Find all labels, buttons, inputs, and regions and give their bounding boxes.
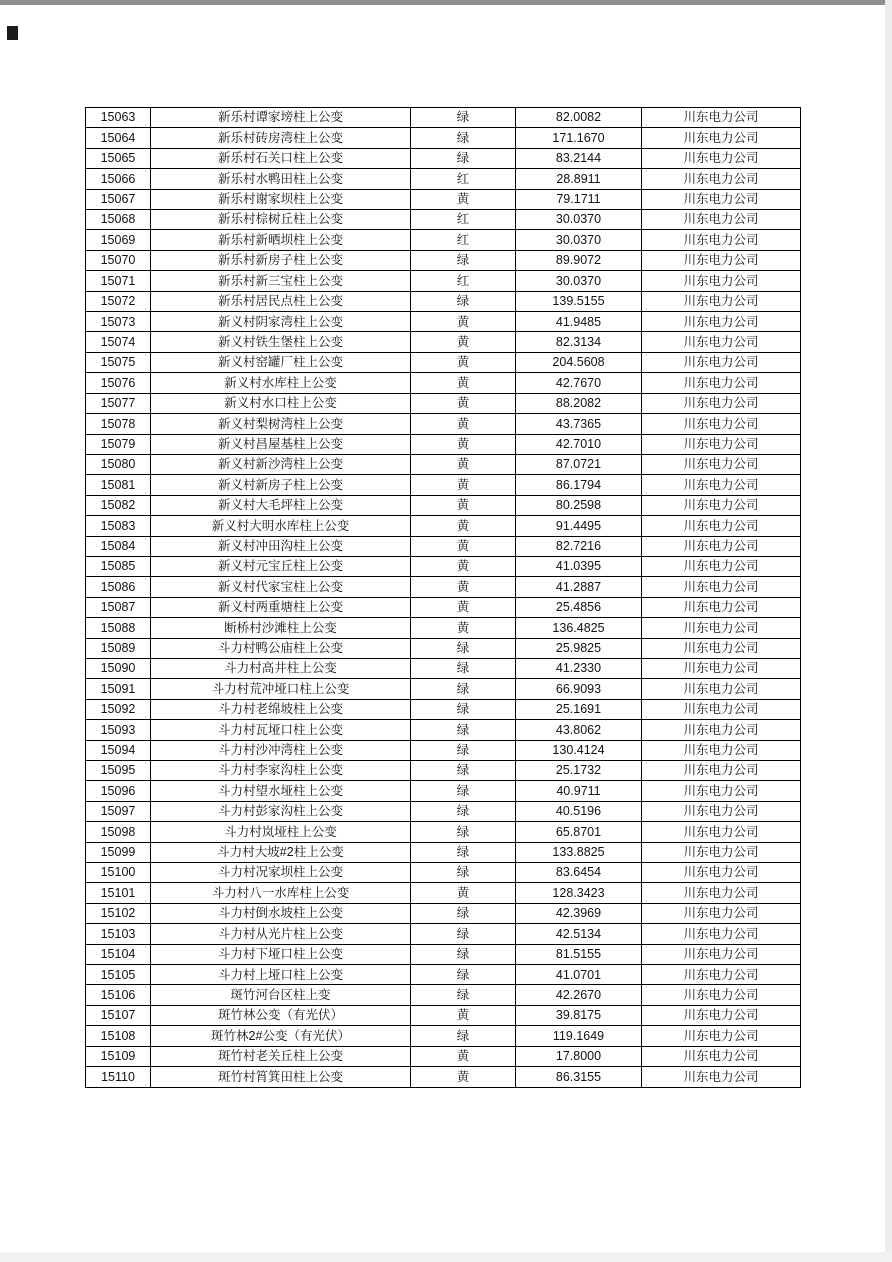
table-row xyxy=(86,720,801,740)
cell-status: 绿 xyxy=(411,842,516,862)
cell-load-value: 139.5155 xyxy=(516,291,642,311)
table-body xyxy=(86,108,801,1088)
cell-name: 新义村水库柱上公变 xyxy=(151,373,411,393)
cell-load-value: 81.5155 xyxy=(516,944,642,964)
cell-status: 黄 xyxy=(411,1046,516,1066)
cell-name: 斑竹林公变（有光伏） xyxy=(151,1005,411,1025)
cell-name: 新义村新房子柱上公变 xyxy=(151,475,411,495)
cell-name: 斗力村从光片柱上公变 xyxy=(151,924,411,944)
cell-load-value: 41.9485 xyxy=(516,312,642,332)
cell-load-value: 87.0721 xyxy=(516,454,642,474)
cell-company: 川东电力公司 xyxy=(642,801,801,821)
cell-id: 15078 xyxy=(86,414,151,434)
cell-company: 川东电力公司 xyxy=(642,169,801,189)
cell-id: 15105 xyxy=(86,965,151,985)
cell-load-value: 83.6454 xyxy=(516,863,642,883)
table-row xyxy=(86,618,801,638)
cell-status: 黄 xyxy=(411,536,516,556)
cell-load-value: 86.1794 xyxy=(516,475,642,495)
cell-company: 川东电力公司 xyxy=(642,863,801,883)
cell-company: 川东电力公司 xyxy=(642,1046,801,1066)
cell-id: 15085 xyxy=(86,556,151,576)
table-row xyxy=(86,536,801,556)
cell-name: 斗力村荒冲垭口柱上公变 xyxy=(151,679,411,699)
cell-status: 黄 xyxy=(411,414,516,434)
cell-load-value: 43.7365 xyxy=(516,414,642,434)
cell-name: 新义村铁生堡柱上公变 xyxy=(151,332,411,352)
cell-name: 新义村元宝丘柱上公变 xyxy=(151,556,411,576)
cell-status: 绿 xyxy=(411,903,516,923)
table-row xyxy=(86,373,801,393)
cell-company: 川东电力公司 xyxy=(642,250,801,270)
cell-load-value: 25.4856 xyxy=(516,597,642,617)
cell-load-value: 41.0395 xyxy=(516,556,642,576)
cell-company: 川东电力公司 xyxy=(642,475,801,495)
cell-status: 黄 xyxy=(411,1067,516,1087)
cell-id: 15092 xyxy=(86,699,151,719)
table-row xyxy=(86,1026,801,1046)
cell-id: 15089 xyxy=(86,638,151,658)
cell-company: 川东电力公司 xyxy=(642,842,801,862)
page-right-margin xyxy=(885,0,892,1262)
table-row xyxy=(86,822,801,842)
cell-load-value: 25.1691 xyxy=(516,699,642,719)
table-row xyxy=(86,638,801,658)
table-row xyxy=(86,169,801,189)
cell-status: 黄 xyxy=(411,434,516,454)
cell-status: 红 xyxy=(411,169,516,189)
table-row xyxy=(86,740,801,760)
cell-status: 绿 xyxy=(411,801,516,821)
table-row xyxy=(86,516,801,536)
cell-name: 断桥村沙滩柱上公变 xyxy=(151,618,411,638)
cell-id: 15103 xyxy=(86,924,151,944)
cell-load-value: 83.2144 xyxy=(516,148,642,168)
table-row xyxy=(86,495,801,515)
cell-id: 15077 xyxy=(86,393,151,413)
cell-company: 川东电力公司 xyxy=(642,638,801,658)
cell-company: 川东电力公司 xyxy=(642,985,801,1005)
cell-id: 15088 xyxy=(86,618,151,638)
transformer-table xyxy=(85,107,801,1088)
table-row xyxy=(86,414,801,434)
cell-name: 斗力村老绵坡柱上公变 xyxy=(151,699,411,719)
cell-status: 黄 xyxy=(411,475,516,495)
table-row xyxy=(86,312,801,332)
cell-company: 川东电力公司 xyxy=(642,271,801,291)
table-row xyxy=(86,393,801,413)
table-row xyxy=(86,1005,801,1025)
cell-name: 斗力村沙冲湾柱上公变 xyxy=(151,740,411,760)
table-row xyxy=(86,128,801,148)
table-row xyxy=(86,332,801,352)
cell-status: 黄 xyxy=(411,393,516,413)
table-row xyxy=(86,965,801,985)
cell-name: 新乐村棕树丘柱上公变 xyxy=(151,210,411,230)
table-row xyxy=(86,924,801,944)
cell-status: 黄 xyxy=(411,883,516,903)
page-bottom-margin xyxy=(0,1252,892,1262)
table-row xyxy=(86,883,801,903)
cell-name: 新义村昌屋基柱上公变 xyxy=(151,434,411,454)
cell-name: 新乐村新晒坝柱上公变 xyxy=(151,230,411,250)
cell-company: 川东电力公司 xyxy=(642,230,801,250)
cell-status: 绿 xyxy=(411,108,516,128)
cell-id: 15066 xyxy=(86,169,151,189)
cell-id: 15075 xyxy=(86,352,151,372)
cell-id: 15082 xyxy=(86,495,151,515)
cell-company: 川东电力公司 xyxy=(642,434,801,454)
cell-id: 15081 xyxy=(86,475,151,495)
cell-name: 新乐村居民点柱上公变 xyxy=(151,291,411,311)
table-row xyxy=(86,679,801,699)
cell-load-value: 82.3134 xyxy=(516,332,642,352)
cell-id: 15102 xyxy=(86,903,151,923)
cell-id: 15069 xyxy=(86,230,151,250)
cell-id: 15086 xyxy=(86,577,151,597)
cell-id: 15099 xyxy=(86,842,151,862)
cell-status: 红 xyxy=(411,271,516,291)
cell-id: 15068 xyxy=(86,210,151,230)
cell-status: 绿 xyxy=(411,638,516,658)
cell-name: 斗力村望水垭柱上公变 xyxy=(151,781,411,801)
cell-load-value: 41.0701 xyxy=(516,965,642,985)
cell-status: 黄 xyxy=(411,373,516,393)
cell-load-value: 171.1670 xyxy=(516,128,642,148)
cell-name: 斗力村八一水库柱上公变 xyxy=(151,883,411,903)
table-row xyxy=(86,454,801,474)
cell-id: 15071 xyxy=(86,271,151,291)
table-row xyxy=(86,658,801,678)
cell-id: 15090 xyxy=(86,658,151,678)
cell-name: 新义村冲田沟柱上公变 xyxy=(151,536,411,556)
cell-load-value: 41.2330 xyxy=(516,658,642,678)
cell-id: 15063 xyxy=(86,108,151,128)
table-row xyxy=(86,903,801,923)
table-row xyxy=(86,230,801,250)
cell-id: 15091 xyxy=(86,679,151,699)
cell-status: 黄 xyxy=(411,556,516,576)
table-row xyxy=(86,699,801,719)
cell-status: 绿 xyxy=(411,965,516,985)
cell-id: 15109 xyxy=(86,1046,151,1066)
cell-name: 新义村大明水库柱上公变 xyxy=(151,516,411,536)
cell-company: 川东电力公司 xyxy=(642,1005,801,1025)
cell-name: 斗力村上垭口柱上公变 xyxy=(151,965,411,985)
cell-name: 新乐村石关口柱上公变 xyxy=(151,148,411,168)
cell-company: 川东电力公司 xyxy=(642,332,801,352)
table-row xyxy=(86,1046,801,1066)
cell-status: 绿 xyxy=(411,761,516,781)
cell-name: 新义村新沙湾柱上公变 xyxy=(151,454,411,474)
cell-status: 绿 xyxy=(411,250,516,270)
cell-id: 15107 xyxy=(86,1005,151,1025)
cell-company: 川东电力公司 xyxy=(642,679,801,699)
cell-load-value: 25.1732 xyxy=(516,761,642,781)
cell-company: 川东电力公司 xyxy=(642,720,801,740)
cell-status: 绿 xyxy=(411,148,516,168)
cell-name: 新义村窑罐厂柱上公变 xyxy=(151,352,411,372)
cell-name: 新义村代家宝柱上公变 xyxy=(151,577,411,597)
cell-id: 15097 xyxy=(86,801,151,821)
cell-company: 川东电力公司 xyxy=(642,903,801,923)
cell-company: 川东电力公司 xyxy=(642,740,801,760)
cell-load-value: 128.3423 xyxy=(516,883,642,903)
cell-id: 15076 xyxy=(86,373,151,393)
table-row xyxy=(86,781,801,801)
cell-name: 新乐村谭家塝柱上公变 xyxy=(151,108,411,128)
cell-name: 斗力村高井柱上公变 xyxy=(151,658,411,678)
cell-status: 绿 xyxy=(411,985,516,1005)
cell-name: 斑竹村老关丘柱上公变 xyxy=(151,1046,411,1066)
cell-id: 15087 xyxy=(86,597,151,617)
table-row xyxy=(86,108,801,128)
cell-id: 15096 xyxy=(86,781,151,801)
cell-company: 川东电力公司 xyxy=(642,883,801,903)
cell-company: 川东电力公司 xyxy=(642,536,801,556)
cell-load-value: 42.7010 xyxy=(516,434,642,454)
cell-company: 川东电力公司 xyxy=(642,944,801,964)
cell-load-value: 79.1711 xyxy=(516,189,642,209)
cell-status: 黄 xyxy=(411,352,516,372)
cell-id: 15104 xyxy=(86,944,151,964)
table-row xyxy=(86,761,801,781)
cell-name: 新义村大毛坪柱上公变 xyxy=(151,495,411,515)
cell-id: 15067 xyxy=(86,189,151,209)
cell-company: 川东电力公司 xyxy=(642,822,801,842)
cell-name: 新乐村砖房湾柱上公变 xyxy=(151,128,411,148)
cell-name: 斗力村彭家沟柱上公变 xyxy=(151,801,411,821)
cell-company: 川东电力公司 xyxy=(642,414,801,434)
cell-name: 斗力村况家坝柱上公变 xyxy=(151,863,411,883)
cell-id: 15100 xyxy=(86,863,151,883)
table-row xyxy=(86,189,801,209)
table-row xyxy=(86,148,801,168)
cell-name: 新乐村谢家坝柱上公变 xyxy=(151,189,411,209)
cell-company: 川东电力公司 xyxy=(642,1026,801,1046)
cell-company: 川东电力公司 xyxy=(642,761,801,781)
cell-id: 15080 xyxy=(86,454,151,474)
cell-status: 黄 xyxy=(411,189,516,209)
table-row xyxy=(86,352,801,372)
cell-id: 15073 xyxy=(86,312,151,332)
cell-name: 斗力村瓦垭口柱上公变 xyxy=(151,720,411,740)
cell-id: 15110 xyxy=(86,1067,151,1087)
cell-company: 川东电力公司 xyxy=(642,210,801,230)
cell-load-value: 40.5196 xyxy=(516,801,642,821)
cell-load-value: 86.3155 xyxy=(516,1067,642,1087)
cell-company: 川东电力公司 xyxy=(642,312,801,332)
cell-status: 红 xyxy=(411,230,516,250)
cell-id: 15074 xyxy=(86,332,151,352)
cell-id: 15079 xyxy=(86,434,151,454)
cell-company: 川东电力公司 xyxy=(642,618,801,638)
cell-id: 15095 xyxy=(86,761,151,781)
cell-load-value: 89.9072 xyxy=(516,250,642,270)
cell-name: 斗力村李家沟柱上公变 xyxy=(151,761,411,781)
table-row xyxy=(86,271,801,291)
cell-load-value: 40.9711 xyxy=(516,781,642,801)
cell-name: 斗力村大坡#2柱上公变 xyxy=(151,842,411,862)
cell-load-value: 28.8911 xyxy=(516,169,642,189)
cell-status: 黄 xyxy=(411,516,516,536)
table-row xyxy=(86,801,801,821)
cell-company: 川东电力公司 xyxy=(642,393,801,413)
table-row xyxy=(86,944,801,964)
cell-name: 斑竹林2#公变（有光伏） xyxy=(151,1026,411,1046)
cell-name: 斗力村岚垭柱上公变 xyxy=(151,822,411,842)
cell-status: 绿 xyxy=(411,740,516,760)
cell-company: 川东电力公司 xyxy=(642,189,801,209)
cell-name: 新义村阴家湾柱上公变 xyxy=(151,312,411,332)
table-row xyxy=(86,597,801,617)
cell-load-value: 65.8701 xyxy=(516,822,642,842)
cell-status: 绿 xyxy=(411,863,516,883)
cell-company: 川东电力公司 xyxy=(642,577,801,597)
table-row xyxy=(86,842,801,862)
cell-status: 红 xyxy=(411,210,516,230)
cell-name: 新义村水口柱上公变 xyxy=(151,393,411,413)
cell-company: 川东电力公司 xyxy=(642,924,801,944)
cell-id: 15106 xyxy=(86,985,151,1005)
cell-name: 新乐村水鸭田柱上公变 xyxy=(151,169,411,189)
cell-name: 斗力村下垭口柱上公变 xyxy=(151,944,411,964)
cell-load-value: 82.0082 xyxy=(516,108,642,128)
cell-status: 绿 xyxy=(411,720,516,740)
cell-status: 绿 xyxy=(411,658,516,678)
table-row xyxy=(86,210,801,230)
cell-load-value: 88.2082 xyxy=(516,393,642,413)
cell-status: 绿 xyxy=(411,291,516,311)
cell-load-value: 30.0370 xyxy=(516,271,642,291)
cell-load-value: 42.5134 xyxy=(516,924,642,944)
cell-id: 15084 xyxy=(86,536,151,556)
cell-load-value: 42.7670 xyxy=(516,373,642,393)
cell-load-value: 91.4495 xyxy=(516,516,642,536)
cell-company: 川东电力公司 xyxy=(642,291,801,311)
cell-load-value: 30.0370 xyxy=(516,210,642,230)
cell-load-value: 39.8175 xyxy=(516,1005,642,1025)
cell-status: 绿 xyxy=(411,128,516,148)
cell-name: 新义村梨树湾柱上公变 xyxy=(151,414,411,434)
cell-company: 川东电力公司 xyxy=(642,597,801,617)
cell-id: 15065 xyxy=(86,148,151,168)
cell-status: 黄 xyxy=(411,332,516,352)
cell-load-value: 80.2598 xyxy=(516,495,642,515)
cell-id: 15101 xyxy=(86,883,151,903)
cell-status: 黄 xyxy=(411,577,516,597)
cell-company: 川东电力公司 xyxy=(642,965,801,985)
cell-id: 15094 xyxy=(86,740,151,760)
cell-status: 黄 xyxy=(411,1005,516,1025)
cell-company: 川东电力公司 xyxy=(642,699,801,719)
cell-status: 绿 xyxy=(411,924,516,944)
cell-load-value: 136.4825 xyxy=(516,618,642,638)
table-row xyxy=(86,1067,801,1087)
cell-load-value: 119.1649 xyxy=(516,1026,642,1046)
corner-mark xyxy=(7,26,18,40)
cell-id: 15093 xyxy=(86,720,151,740)
cell-load-value: 82.7216 xyxy=(516,536,642,556)
cell-load-value: 42.2670 xyxy=(516,985,642,1005)
cell-id: 15070 xyxy=(86,250,151,270)
cell-name: 新乐村新房子柱上公变 xyxy=(151,250,411,270)
cell-company: 川东电力公司 xyxy=(642,148,801,168)
cell-name: 新乐村新三宝柱上公变 xyxy=(151,271,411,291)
cell-name: 新义村两重塘柱上公变 xyxy=(151,597,411,617)
cell-company: 川东电力公司 xyxy=(642,516,801,536)
cell-load-value: 30.0370 xyxy=(516,230,642,250)
cell-company: 川东电力公司 xyxy=(642,1067,801,1087)
cell-id: 15083 xyxy=(86,516,151,536)
cell-status: 绿 xyxy=(411,699,516,719)
cell-name: 斑竹河台区柱上变 xyxy=(151,985,411,1005)
cell-company: 川东电力公司 xyxy=(642,128,801,148)
cell-company: 川东电力公司 xyxy=(642,352,801,372)
cell-load-value: 41.2887 xyxy=(516,577,642,597)
cell-company: 川东电力公司 xyxy=(642,658,801,678)
cell-id: 15072 xyxy=(86,291,151,311)
table-row xyxy=(86,434,801,454)
table-row xyxy=(86,863,801,883)
window-top-edge xyxy=(0,0,892,5)
cell-status: 黄 xyxy=(411,454,516,474)
cell-id: 15098 xyxy=(86,822,151,842)
cell-company: 川东电力公司 xyxy=(642,108,801,128)
cell-name: 斑竹村筲箕田柱上公变 xyxy=(151,1067,411,1087)
cell-status: 绿 xyxy=(411,781,516,801)
cell-load-value: 133.8825 xyxy=(516,842,642,862)
cell-name: 斗力村倒水坡柱上公变 xyxy=(151,903,411,923)
cell-load-value: 25.9825 xyxy=(516,638,642,658)
table-row xyxy=(86,291,801,311)
cell-status: 绿 xyxy=(411,1026,516,1046)
cell-company: 川东电力公司 xyxy=(642,373,801,393)
cell-load-value: 130.4124 xyxy=(516,740,642,760)
cell-company: 川东电力公司 xyxy=(642,781,801,801)
cell-load-value: 43.8062 xyxy=(516,720,642,740)
cell-company: 川东电力公司 xyxy=(642,454,801,474)
cell-id: 15064 xyxy=(86,128,151,148)
cell-status: 绿 xyxy=(411,679,516,699)
table-row xyxy=(86,556,801,576)
cell-load-value: 204.5608 xyxy=(516,352,642,372)
table-row xyxy=(86,577,801,597)
cell-status: 绿 xyxy=(411,944,516,964)
cell-company: 川东电力公司 xyxy=(642,556,801,576)
cell-load-value: 17.8000 xyxy=(516,1046,642,1066)
table-row xyxy=(86,250,801,270)
cell-company: 川东电力公司 xyxy=(642,495,801,515)
cell-status: 黄 xyxy=(411,618,516,638)
table-row xyxy=(86,985,801,1005)
cell-status: 黄 xyxy=(411,495,516,515)
cell-name: 斗力村鸭公庙柱上公变 xyxy=(151,638,411,658)
cell-status: 绿 xyxy=(411,822,516,842)
table-row xyxy=(86,475,801,495)
cell-load-value: 42.3969 xyxy=(516,903,642,923)
cell-status: 黄 xyxy=(411,597,516,617)
cell-id: 15108 xyxy=(86,1026,151,1046)
cell-load-value: 66.9093 xyxy=(516,679,642,699)
cell-status: 黄 xyxy=(411,312,516,332)
